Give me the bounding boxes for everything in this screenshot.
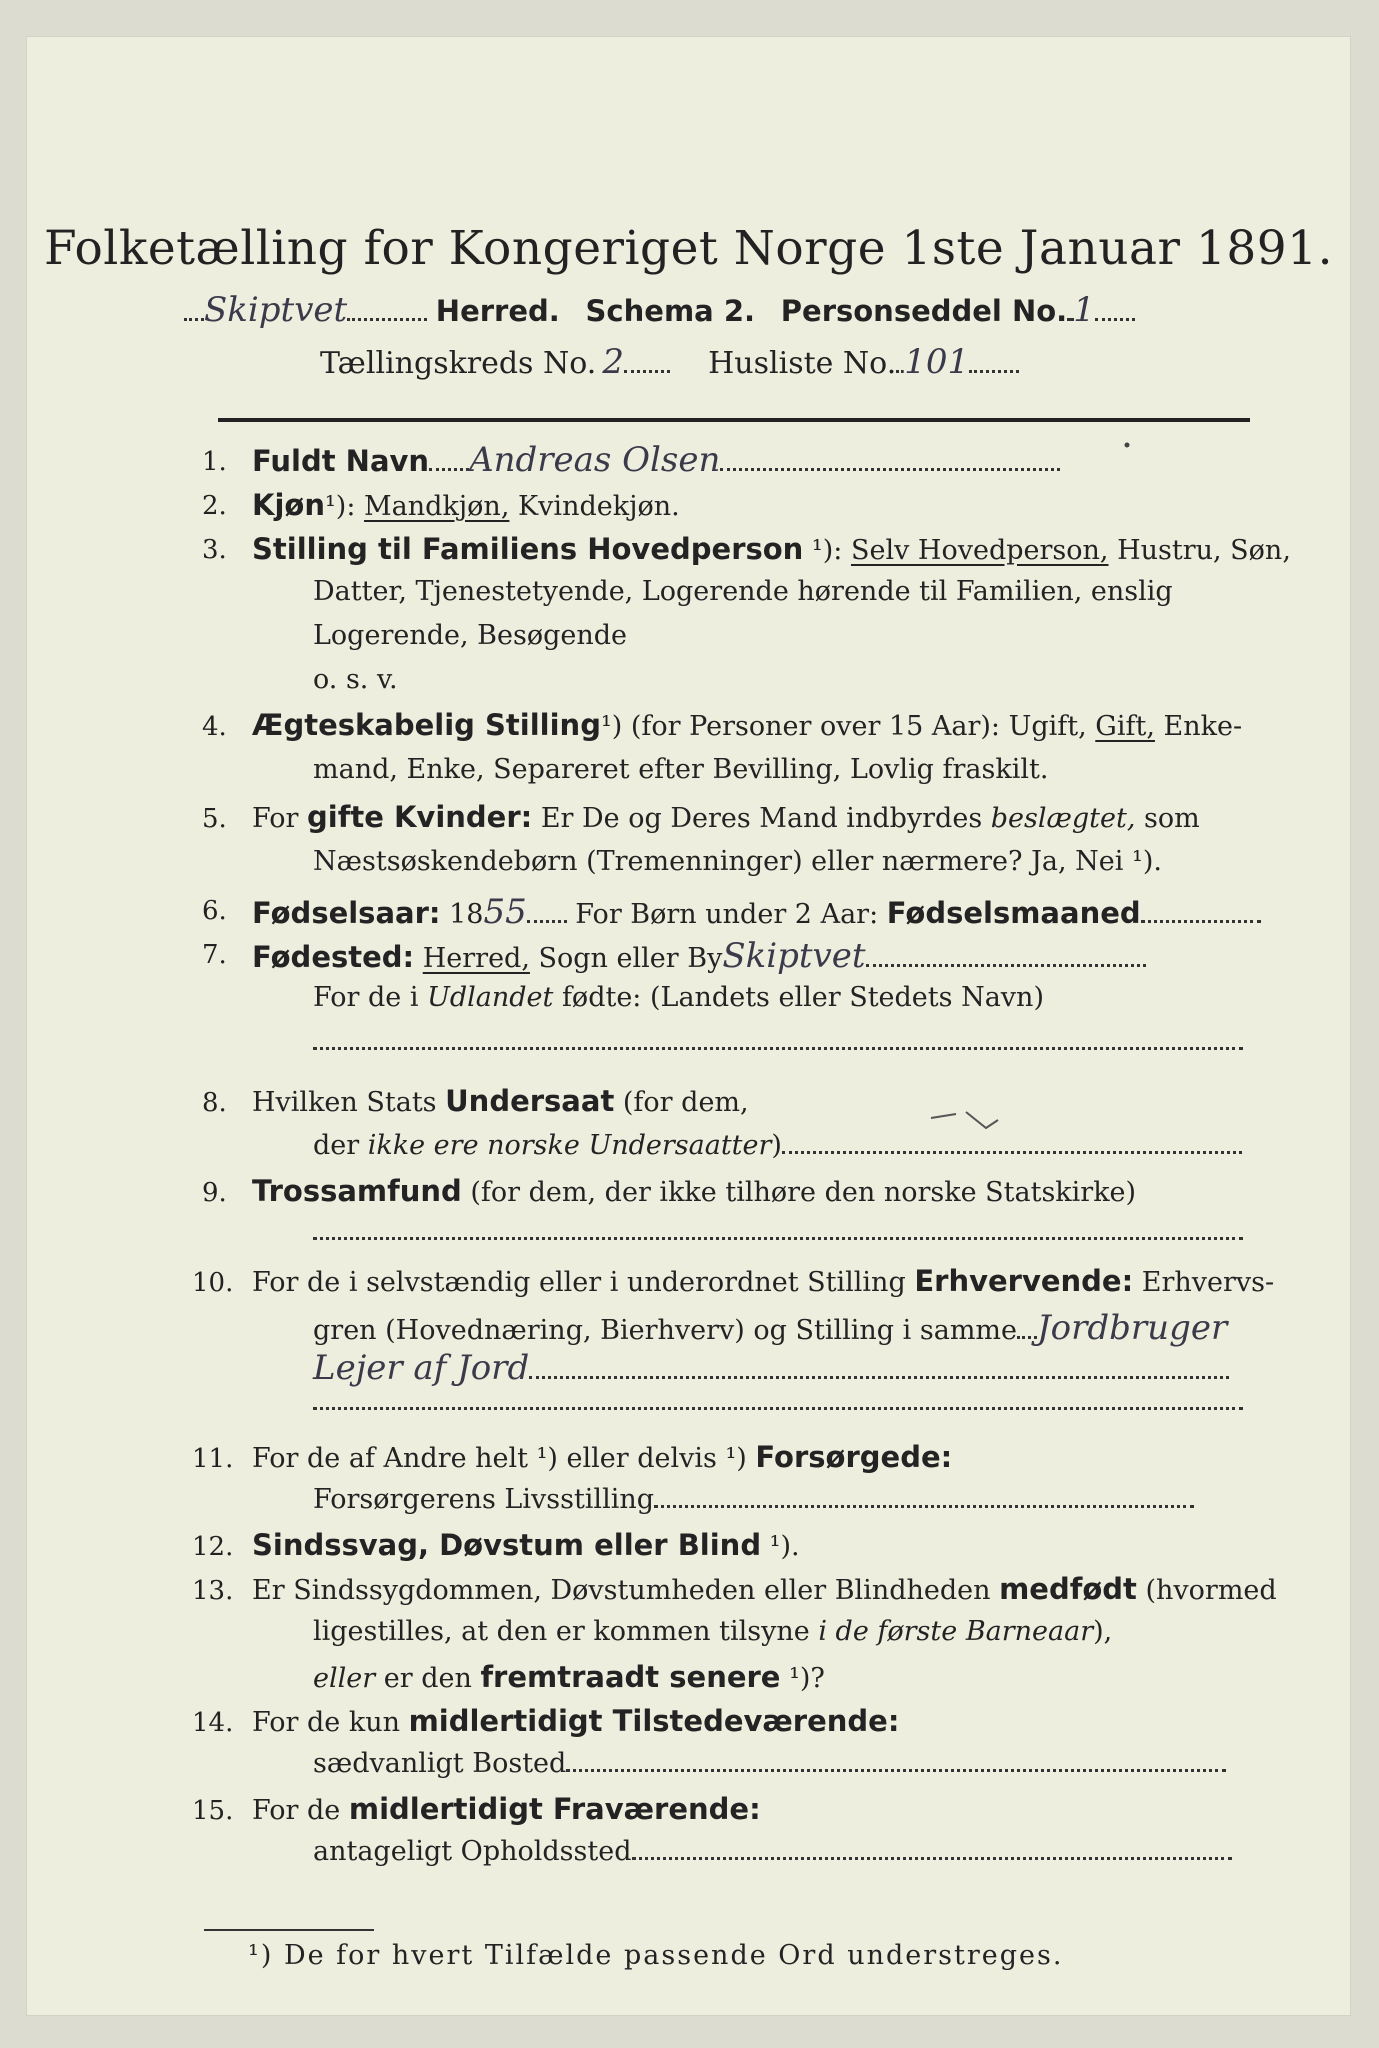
q14-line1: [252, 1704, 899, 1738]
q4-line1: [252, 708, 1242, 742]
q14-number: 14.: [192, 1708, 234, 1738]
q10-line2: [313, 1308, 1227, 1348]
q10-blank-line: [313, 1386, 1243, 1417]
q4-sup: ¹): [600, 711, 623, 742]
footnote-divider: [204, 1929, 374, 1931]
q4-text: (for Personer over 15 Aar): Ugift,: [622, 711, 1096, 742]
q1-line: [252, 440, 1060, 480]
q8-line1: [252, 1084, 749, 1118]
q13-line2-b: ),: [1093, 1616, 1113, 1647]
q5-ital: beslægtet,: [990, 803, 1136, 834]
q13-line2-a: ligestilles, at den er kommen tilsyne: [313, 1616, 819, 1647]
q11-number: 11.: [192, 1444, 234, 1474]
q7-line2-ital: Udlandet: [427, 982, 554, 1013]
personseddel-label: Personseddel No.: [780, 294, 1068, 328]
herred-label: Herred.: [435, 294, 560, 328]
q3-line4: o. s. v.: [313, 664, 398, 695]
q5-number: 5.: [202, 804, 227, 834]
q13-line3-a: er den: [375, 1663, 481, 1694]
schema-label: Schema 2.: [585, 294, 756, 328]
q13-line3: [313, 1660, 825, 1694]
q3-rest1: Hustru, Søn,: [1108, 535, 1291, 566]
husliste-value: 101: [904, 342, 970, 382]
q8-line2-a: der: [313, 1130, 368, 1161]
q11-line1: [252, 1440, 952, 1474]
q9-label: Trossamfund: [252, 1174, 462, 1208]
header-divider: [218, 418, 1250, 422]
q8-line2: [313, 1130, 1242, 1161]
form-title: Folketælling for Kongeriget Norge 1ste Januar 1891.: [43, 221, 1334, 276]
q3-opt-selv-hovedperson: Selv Hovedperson,: [850, 535, 1109, 566]
q8-text-b: (for dem,: [614, 1087, 749, 1118]
q2-line: [252, 488, 680, 522]
q15-line2: [313, 1836, 1232, 1867]
q7-blank-line: [313, 1026, 1243, 1057]
personseddel-value: 1: [1073, 290, 1095, 330]
q6-number: 6.: [202, 896, 227, 926]
taellingskreds-value: 2: [602, 342, 624, 382]
q15-line2-text: antageligt Opholdssted: [313, 1836, 632, 1867]
q4-opt-gift: Gift,: [1095, 711, 1155, 742]
husliste-label: Husliste No.: [708, 346, 897, 381]
q10-number: 10.: [192, 1268, 234, 1298]
q3-line1: [252, 532, 1291, 566]
herred-line: [184, 290, 1135, 330]
q2-label: Kjøn: [252, 488, 325, 522]
q10-line3: [313, 1348, 1229, 1388]
q13-line2: [313, 1616, 1112, 1647]
q2-opt-kvindekjon: Kvindekjøn.: [509, 491, 680, 522]
q6-label2: Fødselsmaaned: [886, 896, 1141, 930]
q8-text-a: Hvilken Stats: [252, 1087, 446, 1118]
q8-line2-b: ): [771, 1130, 782, 1161]
q12-sup: ¹).: [761, 1531, 800, 1562]
q14-line2: [313, 1748, 1226, 1779]
q5-line1: [252, 800, 1200, 834]
q5-label: gifte Kvinder:: [307, 800, 533, 834]
census-form-sheet: [26, 36, 1351, 2016]
q6-label: Fødselsaar:: [252, 896, 441, 930]
q1-value: Andreas Olsen: [469, 440, 721, 480]
q13-text-b: (hvormed: [1136, 1575, 1277, 1606]
q15-text-a: For de: [252, 1795, 349, 1826]
q14-text-a: For de kun: [252, 1707, 409, 1738]
q11-text-a: For de af Andre helt ¹) eller delvis ¹): [252, 1443, 756, 1474]
q4-line2: mand, Enke, Separeret efter Bevilling, Lovlig fraskilt.: [313, 754, 1049, 785]
q3-line2: Datter, Tjenestetyende, Logerende hørende til Familien, enslig: [313, 576, 1173, 607]
q2-sup: ¹): [324, 491, 347, 522]
q15-line1: [252, 1792, 761, 1826]
q14-line2-text: sædvanligt Bosted: [313, 1748, 567, 1779]
q7-opt-herred: Herred,: [422, 943, 530, 974]
q9-text-a: (for dem, der ikke tilhøre den norske Statskirke): [461, 1177, 1137, 1208]
q12-label: Sindssvag, Døvstum eller Blind: [252, 1528, 762, 1562]
q13-label: medfødt: [999, 1572, 1137, 1606]
ink-stroke: [926, 1106, 1006, 1136]
q6-year-value: 55: [483, 892, 527, 932]
q10-value-1: Jordbruger: [1037, 1308, 1228, 1348]
q7-number: 7.: [202, 940, 227, 970]
q7-line1: [252, 936, 1146, 976]
taellingskreds-label: Tællingskreds No.: [320, 346, 597, 381]
q2-text: :: [346, 491, 365, 522]
q7-line2-a: For de i: [313, 982, 428, 1013]
q14-label: midlertidigt Tilstedeværende:: [408, 1704, 900, 1738]
q3-number: 3.: [202, 535, 227, 565]
q13-line2-ital: i de første Barneaar: [818, 1616, 1094, 1647]
q7-line2-b: fødte: (Landets eller Stedets Navn): [553, 982, 1044, 1013]
q12-line: [252, 1528, 800, 1562]
q13-text-a: Er Sindssygdommen, Døvstumheden eller Blindheden: [252, 1575, 1000, 1606]
q5-text-c: som: [1135, 803, 1200, 834]
footnote: ¹) De for hvert Tilfælde passende Ord understreges.: [248, 1940, 1064, 1971]
q10-text-a: For de i selvstændig eller i underordnet Stilling: [252, 1267, 915, 1298]
q6-line: [252, 892, 1261, 932]
q8-label: Undersaat: [445, 1084, 615, 1118]
q11-line2-text: Forsørgerens Livsstilling: [313, 1484, 655, 1515]
q7-value: Skiptvet: [722, 936, 866, 976]
q2-number: 2.: [202, 491, 227, 521]
q4-number: 4.: [202, 712, 227, 742]
q3-label: Stilling til Familiens Hovedperson: [252, 532, 804, 566]
q13-number: 13.: [192, 1576, 234, 1606]
ink-dot: [1122, 440, 1132, 450]
q11-label: Forsørgede:: [755, 1440, 953, 1474]
q2-opt-mandkjon: Mandkjøn,: [364, 491, 510, 522]
q3-sup: ¹):: [811, 535, 843, 566]
taellingskreds-line: [320, 342, 1019, 382]
q5-line2: Næstsøskendebørn (Tremenninger) eller nærmere? Ja, Nei ¹).: [313, 846, 1162, 877]
herred-value: Skiptvet: [204, 290, 348, 330]
q13-line1: [252, 1572, 1277, 1606]
q13-line3-b: ¹)?: [780, 1663, 825, 1694]
q9-number: 9.: [202, 1178, 227, 1208]
q8-line2-ital: ikke ere norske Undersaatter: [367, 1130, 772, 1161]
q9-blank-line: [313, 1216, 1243, 1247]
q3-line3: Logerende, Besøgende: [313, 620, 627, 651]
q13-line3-bold: fremtraadt senere: [480, 1660, 781, 1694]
q5-text-b: Er De og Deres Mand indbyrdes: [532, 803, 991, 834]
q10-line2-text: gren (Hovednæring, Bierhverv) og Stilling i samme: [313, 1315, 1018, 1346]
q10-text-b: Erhvervs-: [1133, 1267, 1275, 1298]
q10-label: Erhvervende:: [914, 1264, 1134, 1298]
q13-line3-ital: eller: [313, 1663, 376, 1694]
q8-number: 8.: [202, 1088, 227, 1118]
q1-number: 1.: [202, 447, 227, 477]
q9-line1: [252, 1174, 1136, 1208]
q6-text-b: For Børn under 2 Aar:: [566, 899, 887, 930]
q11-line2: [313, 1484, 1194, 1515]
q1-label: Fuldt Navn: [252, 444, 430, 478]
q15-number: 15.: [192, 1796, 234, 1826]
q7-text-a: Sogn eller By: [529, 943, 723, 974]
q5-text-a: For: [252, 803, 308, 834]
q12-number: 12.: [192, 1532, 234, 1562]
q7-line2: [313, 982, 1044, 1013]
q10-line1: [252, 1264, 1274, 1298]
q10-value-2: Lejer af Jord: [313, 1348, 530, 1388]
q15-label: midlertidigt Fraværende:: [348, 1792, 761, 1826]
q6-year-prefix: 18: [440, 899, 484, 930]
q7-label: Fødested:: [252, 940, 415, 974]
q4-label: Ægteskabelig Stilling: [252, 708, 601, 742]
q4-text-b: Enke-: [1154, 711, 1243, 742]
